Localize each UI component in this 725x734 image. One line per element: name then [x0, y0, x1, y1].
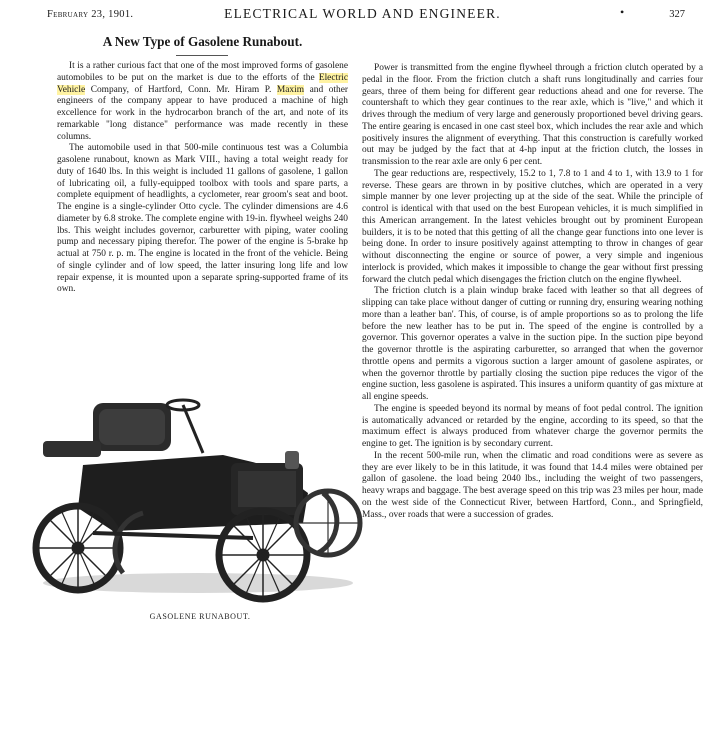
paragraph-intro	[57, 61, 348, 143]
header-dot: •	[620, 5, 625, 19]
photo-caption: GASOLENE RUNABOUT.	[149, 612, 251, 621]
intro-text-c: and other engineers of the company appear to have produced a machine of high excellence for work in the hydrocarbon branch of the art, and note of its remarkable "long distance" performance was made recently in these columns.	[57, 84, 348, 142]
intro-text-b: Company, of Hartford, Conn. Mr. Hiram P.	[85, 84, 277, 95]
paragraph-transmission: Power is transmitted from the engine flywheel through a friction clutch operated by a pedal in the floor. From the friction clutch a shaft runs longitudinally and carries four gears, three of them being for different gear reductions ahead and one for reverse. The countershaft to which they gear continues to the rear axle, which is "live," and which it drives through the medium of very large and generously proportioned bevel driving gears. The entire gearing is encased in one cast steel box, which includes the rear axle and which positively insures the alignment of everything. That this construction is carefully worked out may be judged by the fact that at 4-hp input at the friction clutch, the losses in transmission to the rear axle are only 6 per cent.	[362, 63, 703, 167]
paragraph-ignition: The engine is speeded beyond its normal by means of foot pedal control. The ignition is automatically advanced or retarded by the engine, according to its speed, so that the maximum effect is always produced from whatever charge the governor permits the engine to get. The ignition is by secondary current.	[362, 403, 703, 449]
gasolene-runabout-photo	[23, 383, 363, 605]
title-rule	[176, 55, 228, 56]
intro-text-a: It is a rather curious fact that one of the most improved forms of gasolene automobiles to be put on the market is due to the efforts of the	[57, 61, 348, 83]
header-date: February 23, 1901.	[47, 9, 134, 20]
paragraph-500-mile-run: In the recent 500-mile run, when the climatic and road conditions were as severe as they are ever likely to be in this latitude, it was found that 14.4 miles were obtained per gallon of gasolene. the load being 2040 lbs., including the weight of two passengers, heavy wraps and baggage. The best average speed on this trip was 23 miles per hour, made on the west side of the Connecticut River, between Hartford, Conn., and Springfield, Mass., over roads that were a succession of grades.	[362, 450, 704, 520]
highlight-electric-vehicle: Electric Vehicle	[57, 72, 348, 95]
page-header	[0, 4, 725, 28]
paragraph-gear-reductions: The gear reductions are, respectively, 15.2 to 1, 7.8 to 1 and 4 to 1, with 13.9 to 1 for reverse. These gears are thrown in by positive clutches, which are operated in a very simple manner by one lever projecting up at the side of the seat. While the principle of control is identical with that used on the best European vehicles, it is much simplified in this American arrangement. In the latest vehicles brought out by prominent European builders, it is to be noted that this getting of all the change gear functions into one lever is being done. In order to insure positively against attempting to throw in changes of gear without disconnecting the engine or source of power, a very simple and ingenious interlock is provided, which makes it impossible to change the gear without first pressing forward the clutch pedal which disengages the friction clutch on the engine flywheel.	[362, 168, 703, 285]
left-column	[57, 61, 348, 296]
right-column	[362, 63, 703, 521]
article-title: A New Type of Gasolene Runabout.	[102, 34, 303, 49]
paragraph-friction-clutch: The friction clutch is a plain windup brake faced with leather so that all degrees of slipping can take place without danger of cutting or running dry, ensuring wearing nothing more than a leather ban'. This, of course, is of ample proportions so as to prolong the life before the new leather has to be put in. The speed of the engine is controlled by a governor. This governor operates a valve in the suction pipe. In the suction pipe beyond the governor throttle is the aspirating carburetter, so arranged that when the governor throttle opens and permits a vigorous suction a larger amount of gasolene aspirates, or when the governor throttle by partially closing the suction pipe reduces the vigor of the engine suction, less gasolene is aspirated. This insures a uniform quantity of gas mixture at all engine speeds.	[362, 286, 703, 402]
paragraph-specs: The automobile used in that 500-mile continuous test was a Columbia gasolene runabout, known as Mark VIII., having a total weight ready for duty of 1640 lbs. In this weight is included 11 gallons of gasolene, 1 gallon of lubricating oil, a fully-equipped toolbox with tools and spare parts, a complete equipment of headlights, a cyclometer, rear groom's seat and boot. The engine is a single-cylinder Otto cycle. The cylinder dimensions are 4.6 diameter by 6.8 stroke. The complete engine with 19-in. flywheel weighs 240 lbs. This weight includes governor, carburetter with piping, water cooling pump and necessary piping therefor. The power of the engine is 5-brake hp actual at 750 r. p. m. The engine is located in the front of the vehicle. Being of single cylinder and of low speed, the latter insuring long life and low repair expense, it is mounted upon a separate spring-supported frame of its own.	[57, 143, 348, 295]
highlight-maxim: Maxim	[276, 84, 304, 95]
journal-title: ELECTRICAL WORLD AND ENGINEER.	[224, 6, 501, 21]
page-number: 327	[669, 9, 685, 20]
